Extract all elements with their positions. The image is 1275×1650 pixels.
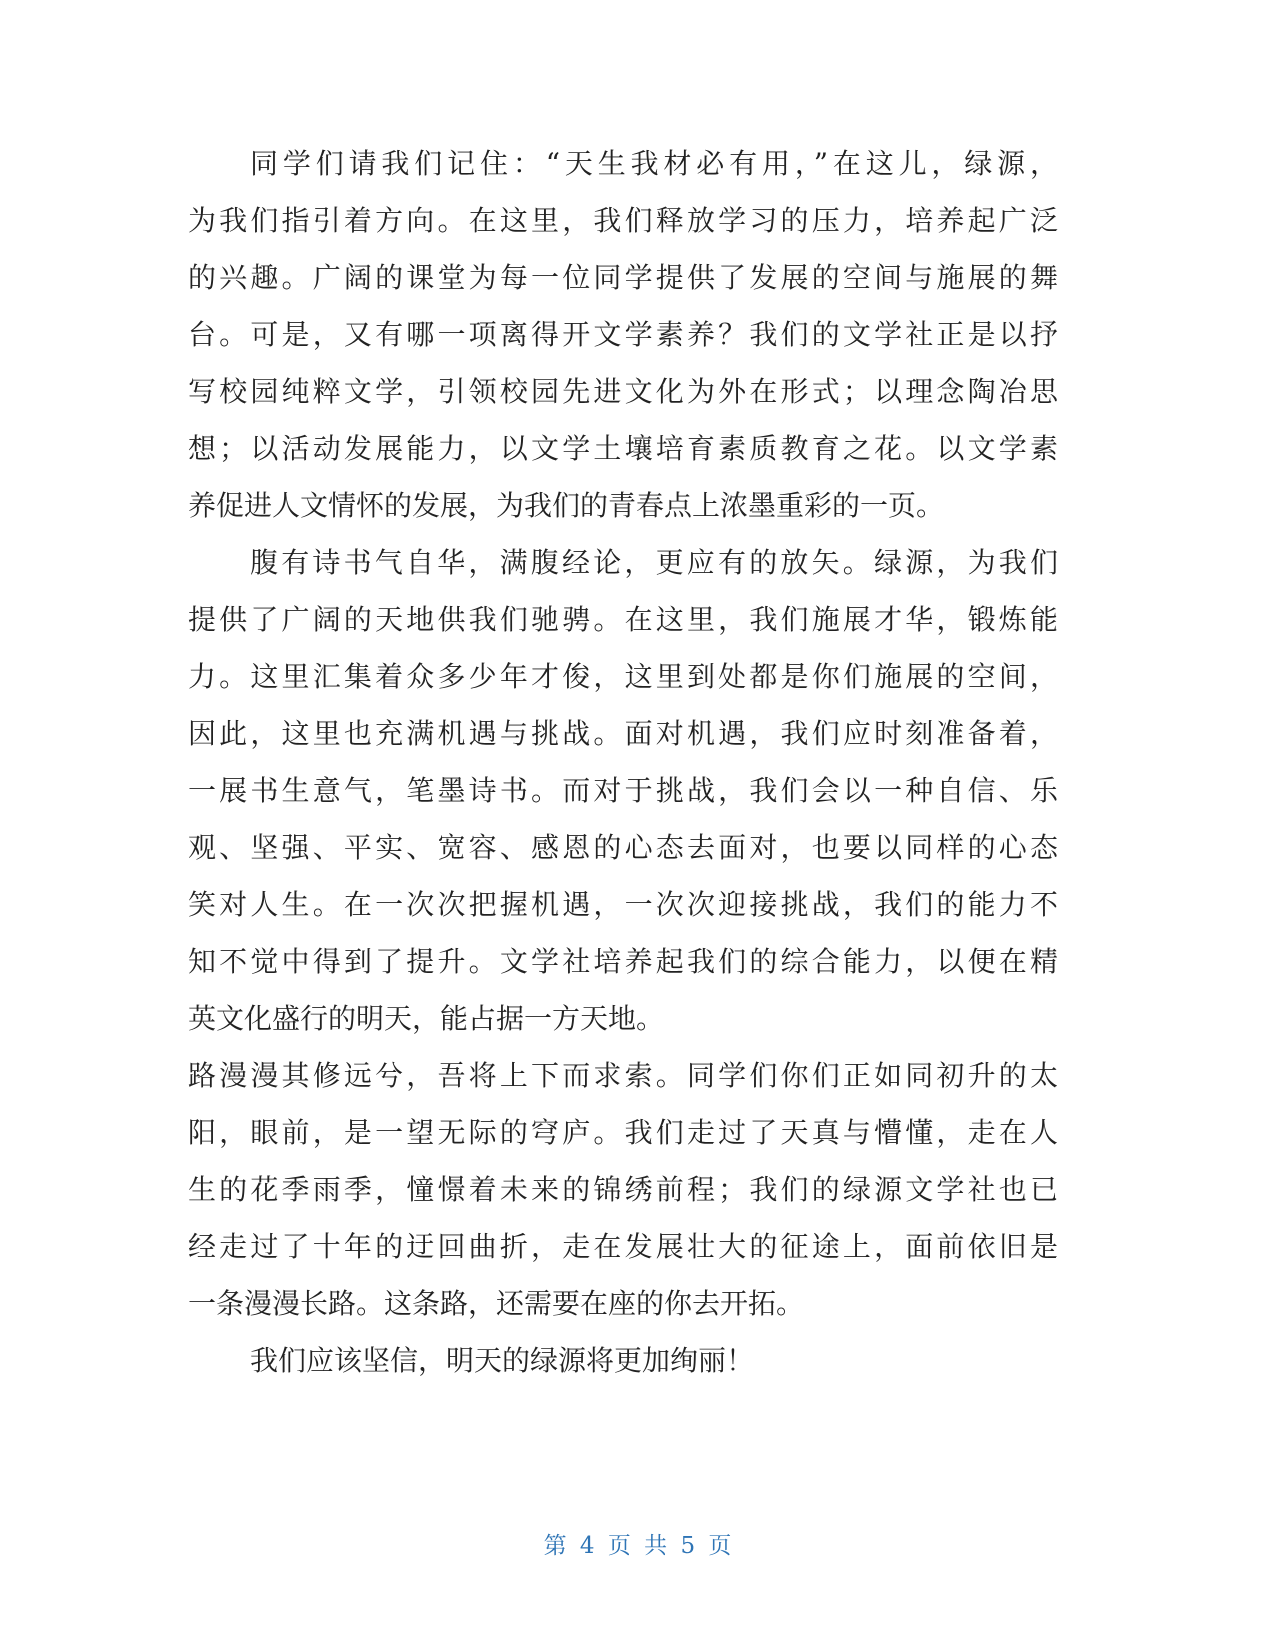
text-line: 路漫漫其修远兮，吾将上下而求索。同学们你们正如同初升的太 xyxy=(188,1059,1058,1092)
page-footer xyxy=(0,1528,1275,1564)
current-page-number: 4 xyxy=(579,1533,595,1559)
text-line: 生的花季雨季，憧憬着未来的锦绣前程；我们的绿源文学社也已 xyxy=(188,1173,1058,1206)
page-unit: 页 xyxy=(607,1533,631,1559)
total-unit: 页 xyxy=(708,1533,732,1559)
page-prefix: 第 xyxy=(543,1533,567,1559)
text-line: 同学们请我们记住：“天生我材必有用，”在这儿，绿源， xyxy=(250,147,1058,180)
total-prefix: 共 xyxy=(644,1533,668,1559)
text-line: 腹有诗书气自华，满腹经论，更应有的放矢。绿源，为我们 xyxy=(250,546,1058,579)
text-line: 一条漫漫长路。这条路，还需要在座的你去开拓。 xyxy=(188,1287,805,1320)
text-line: 养促进人文情怀的发展，为我们的青春点上浓墨重彩的一页。 xyxy=(188,489,945,522)
total-pages-number: 5 xyxy=(680,1533,696,1559)
text-line: 的兴趣。广阔的课堂为每一位同学提供了发展的空间与施展的舞 xyxy=(188,261,1058,294)
text-line: 经走过了十年的迂回曲折，走在发展壮大的征途上，面前依旧是 xyxy=(188,1230,1058,1263)
text-line: 力。这里汇集着众多少年才俊，这里到处都是你们施展的空间， xyxy=(188,660,1058,693)
text-line: 笑对人生。在一次次把握机遇，一次次迎接挑战，我们的能力不 xyxy=(188,888,1058,921)
text-line: 写校园纯粹文学，引领校园先进文化为外在形式；以理念陶冶思 xyxy=(188,375,1058,408)
text-line: 我们应该坚信，明天的绿源将更加绚丽！ xyxy=(250,1344,755,1377)
text-line: 一展书生意气，笔墨诗书。而对于挑战，我们会以一种自信、乐 xyxy=(188,774,1058,807)
text-line: 英文化盛行的明天，能占据一方天地。 xyxy=(188,1002,665,1035)
text-line: 想；以活动发展能力，以文学土壤培育素质教育之花。以文学素 xyxy=(188,432,1058,465)
text-line: 提供了广阔的天地供我们驰骋。在这里，我们施展才华，锻炼能 xyxy=(188,603,1058,636)
text-line: 为我们指引着方向。在这里，我们释放学习的压力，培养起广泛 xyxy=(188,204,1058,237)
text-line: 观、坚强、平实、宽容、感恩的心态去面对，也要以同样的心态 xyxy=(188,831,1058,864)
text-line: 因此，这里也充满机遇与挑战。面对机遇，我们应时刻准备着， xyxy=(188,717,1058,750)
text-line: 阳，眼前，是一望无际的穹庐。我们走过了天真与懵懂，走在人 xyxy=(188,1116,1058,1149)
text-line: 台。可是，又有哪一项离得开文学素养？我们的文学社正是以抒 xyxy=(188,318,1058,351)
text-line: 知不觉中得到了提升。文学社培养起我们的综合能力，以便在精 xyxy=(188,945,1058,978)
